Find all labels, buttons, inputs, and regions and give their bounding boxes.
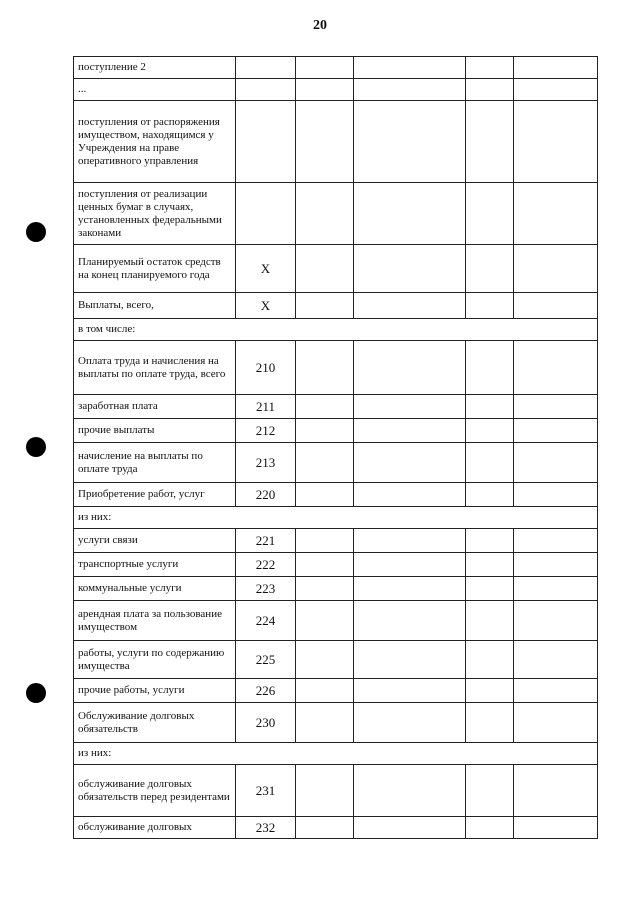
punch-hole-mark bbox=[26, 222, 46, 242]
table-row bbox=[74, 443, 598, 483]
value-cell bbox=[514, 577, 598, 601]
row-label: поступления от реализации ценных бумаг в случаях, установленных федеральными законами bbox=[74, 183, 236, 245]
row-label: коммунальные услуги bbox=[74, 577, 236, 601]
row-code: 212 bbox=[236, 419, 296, 443]
row-code bbox=[236, 57, 296, 79]
value-cell bbox=[514, 101, 598, 183]
value-cell bbox=[354, 245, 466, 293]
value-cell bbox=[514, 529, 598, 553]
value-cell bbox=[466, 601, 514, 641]
row-label: Обслуживание долговых обязательств bbox=[74, 703, 236, 743]
value-cell bbox=[296, 601, 354, 641]
value-cell bbox=[354, 183, 466, 245]
value-cell bbox=[296, 293, 354, 319]
value-cell bbox=[466, 341, 514, 395]
table-row bbox=[74, 293, 598, 319]
table-row bbox=[74, 577, 598, 601]
value-cell bbox=[466, 395, 514, 419]
value-cell bbox=[296, 703, 354, 743]
value-cell bbox=[354, 101, 466, 183]
value-cell bbox=[466, 79, 514, 101]
value-cell bbox=[296, 245, 354, 293]
value-cell bbox=[354, 395, 466, 419]
row-label: Планируемый остаток средств на конец планируемого года bbox=[74, 245, 236, 293]
row-code: 226 bbox=[236, 679, 296, 703]
table-row bbox=[74, 641, 598, 679]
value-cell bbox=[296, 553, 354, 577]
value-cell bbox=[514, 817, 598, 839]
value-cell bbox=[466, 293, 514, 319]
row-label: Приобретение работ, услуг bbox=[74, 483, 236, 507]
value-cell bbox=[466, 483, 514, 507]
row-code: 220 bbox=[236, 483, 296, 507]
row-label: Выплаты, всего, bbox=[74, 293, 236, 319]
value-cell bbox=[296, 341, 354, 395]
value-cell bbox=[466, 553, 514, 577]
row-code: 231 bbox=[236, 765, 296, 817]
row-label: работы, услуги по содержанию имущества bbox=[74, 641, 236, 679]
value-cell bbox=[296, 641, 354, 679]
table-row bbox=[74, 319, 598, 341]
value-cell bbox=[514, 419, 598, 443]
value-cell bbox=[354, 641, 466, 679]
value-cell bbox=[354, 529, 466, 553]
table-row bbox=[74, 395, 598, 419]
row-label: обслуживание долговых bbox=[74, 817, 236, 839]
page-number: 20 bbox=[313, 18, 327, 33]
value-cell bbox=[514, 79, 598, 101]
value-cell bbox=[296, 577, 354, 601]
row-code: 230 bbox=[236, 703, 296, 743]
value-cell bbox=[296, 817, 354, 839]
table-row bbox=[74, 817, 598, 839]
value-cell bbox=[466, 679, 514, 703]
value-cell bbox=[514, 341, 598, 395]
row-code: 232 bbox=[236, 817, 296, 839]
row-label: начисление на выплаты по оплате труда bbox=[74, 443, 236, 483]
table-row bbox=[74, 703, 598, 743]
table-row bbox=[74, 419, 598, 443]
value-cell bbox=[514, 395, 598, 419]
value-cell bbox=[514, 183, 598, 245]
row-code: 211 bbox=[236, 395, 296, 419]
table-row bbox=[74, 341, 598, 395]
table-row bbox=[74, 553, 598, 577]
table-row bbox=[74, 601, 598, 641]
value-cell bbox=[466, 443, 514, 483]
row-label: транспортные услуги bbox=[74, 553, 236, 577]
value-cell bbox=[296, 395, 354, 419]
row-code: 223 bbox=[236, 577, 296, 601]
value-cell bbox=[466, 817, 514, 839]
row-label: обслуживание долговых обязательств перед резидентами bbox=[74, 765, 236, 817]
value-cell bbox=[296, 183, 354, 245]
value-cell bbox=[466, 765, 514, 817]
punch-hole-mark bbox=[26, 683, 46, 703]
table-row bbox=[74, 245, 598, 293]
section-label: из них: bbox=[74, 507, 598, 529]
value-cell bbox=[296, 679, 354, 703]
row-code: 210 bbox=[236, 341, 296, 395]
value-cell bbox=[354, 341, 466, 395]
budget-table bbox=[73, 56, 598, 839]
table-row bbox=[74, 507, 598, 529]
value-cell bbox=[514, 293, 598, 319]
value-cell bbox=[296, 57, 354, 79]
value-cell bbox=[354, 553, 466, 577]
table-row bbox=[74, 529, 598, 553]
section-label: из них: bbox=[74, 743, 598, 765]
row-code: 225 bbox=[236, 641, 296, 679]
row-label: услуги связи bbox=[74, 529, 236, 553]
row-code bbox=[236, 183, 296, 245]
value-cell bbox=[514, 601, 598, 641]
value-cell bbox=[466, 57, 514, 79]
punch-hole-mark bbox=[26, 437, 46, 457]
value-cell bbox=[466, 183, 514, 245]
value-cell bbox=[354, 419, 466, 443]
value-cell bbox=[514, 765, 598, 817]
row-label: Оплата труда и начисления на выплаты по оплате труда, всего bbox=[74, 341, 236, 395]
table-row bbox=[74, 743, 598, 765]
value-cell bbox=[354, 817, 466, 839]
value-cell bbox=[296, 101, 354, 183]
value-cell bbox=[354, 57, 466, 79]
row-code: 224 bbox=[236, 601, 296, 641]
value-cell bbox=[466, 419, 514, 443]
row-label: поступление 2 bbox=[74, 57, 236, 79]
value-cell bbox=[514, 57, 598, 79]
row-code bbox=[236, 79, 296, 101]
row-label: заработная плата bbox=[74, 395, 236, 419]
row-code: 213 bbox=[236, 443, 296, 483]
value-cell bbox=[466, 529, 514, 553]
value-cell bbox=[466, 641, 514, 679]
value-cell bbox=[514, 483, 598, 507]
value-cell bbox=[354, 293, 466, 319]
table-row bbox=[74, 79, 598, 101]
row-label: поступления от распоряжения имуществом, находящимся у Учреждения на праве оперативного управления bbox=[74, 101, 236, 183]
table-row bbox=[74, 57, 598, 79]
value-cell bbox=[354, 679, 466, 703]
value-cell bbox=[354, 601, 466, 641]
value-cell bbox=[514, 703, 598, 743]
row-label: ... bbox=[74, 79, 236, 101]
value-cell bbox=[354, 79, 466, 101]
value-cell bbox=[514, 641, 598, 679]
value-cell bbox=[296, 79, 354, 101]
value-cell bbox=[354, 443, 466, 483]
value-cell bbox=[466, 577, 514, 601]
row-label: прочие выплаты bbox=[74, 419, 236, 443]
row-code bbox=[236, 101, 296, 183]
value-cell bbox=[354, 703, 466, 743]
row-code: X bbox=[236, 293, 296, 319]
row-label: прочие работы, услуги bbox=[74, 679, 236, 703]
value-cell bbox=[514, 245, 598, 293]
row-code: 221 bbox=[236, 529, 296, 553]
value-cell bbox=[514, 553, 598, 577]
value-cell bbox=[296, 443, 354, 483]
value-cell bbox=[514, 443, 598, 483]
table-row bbox=[74, 483, 598, 507]
row-code: X bbox=[236, 245, 296, 293]
section-label: в том числе: bbox=[74, 319, 598, 341]
value-cell bbox=[354, 765, 466, 817]
table-row bbox=[74, 101, 598, 183]
table-row bbox=[74, 765, 598, 817]
value-cell bbox=[296, 419, 354, 443]
value-cell bbox=[296, 529, 354, 553]
value-cell bbox=[296, 765, 354, 817]
row-label: арендная плата за пользование имуществом bbox=[74, 601, 236, 641]
value-cell bbox=[514, 679, 598, 703]
value-cell bbox=[466, 101, 514, 183]
value-cell bbox=[354, 483, 466, 507]
value-cell bbox=[466, 245, 514, 293]
row-code: 222 bbox=[236, 553, 296, 577]
value-cell bbox=[354, 577, 466, 601]
value-cell bbox=[466, 703, 514, 743]
table-row bbox=[74, 183, 598, 245]
table-row bbox=[74, 679, 598, 703]
value-cell bbox=[296, 483, 354, 507]
